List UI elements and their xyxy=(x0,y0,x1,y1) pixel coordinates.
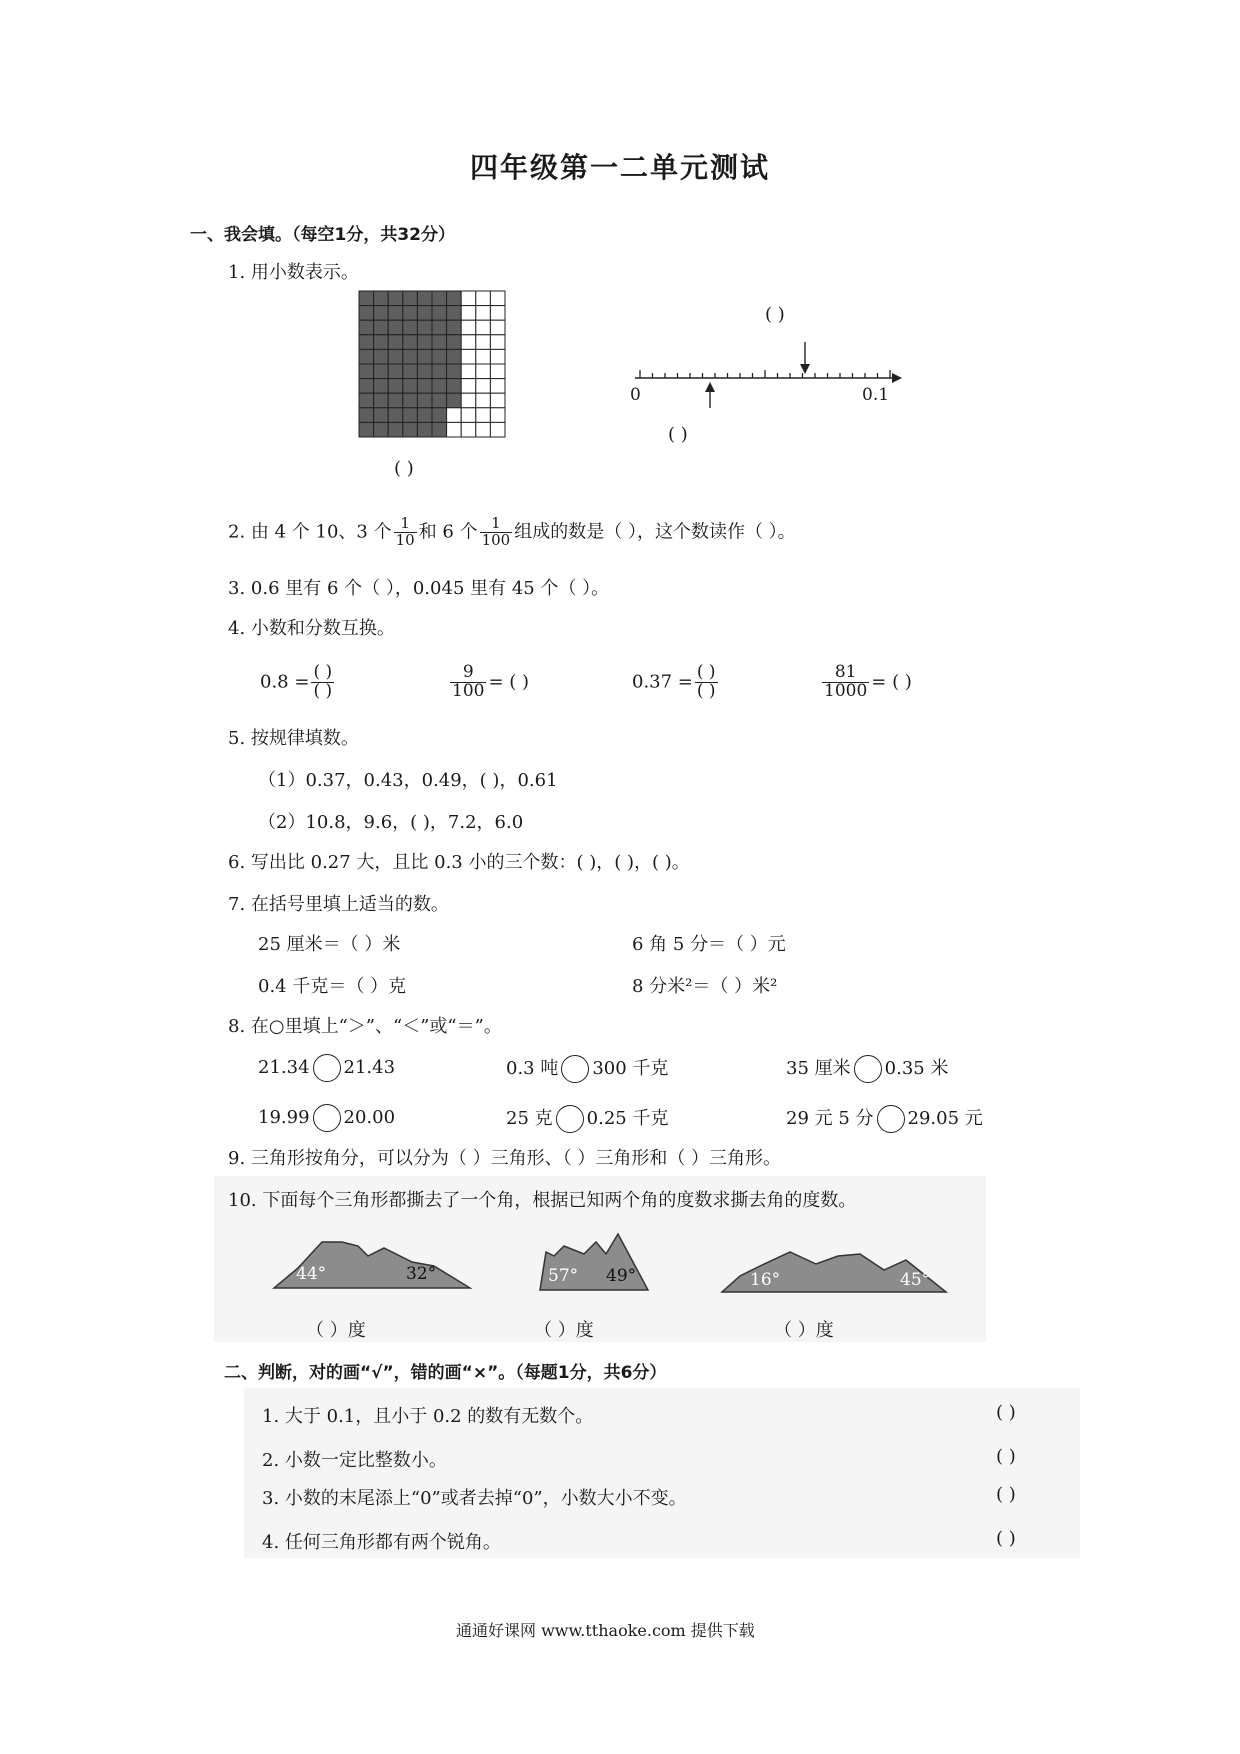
grid-cell xyxy=(432,349,447,364)
compare-right: 0.25 千克 xyxy=(586,1108,669,1129)
judge-item: 2. 小数一定比整数小。 xyxy=(262,1450,447,1471)
grid-cell xyxy=(490,320,505,335)
judge-answer-paren[interactable]: ( ) xyxy=(996,1484,1016,1505)
grid-cell xyxy=(403,335,418,350)
grid-cell xyxy=(461,349,476,364)
grid-cell xyxy=(447,320,462,335)
grid-cell xyxy=(490,291,505,306)
t2-answer[interactable]: （ ）度 xyxy=(534,1320,594,1341)
grid-cell xyxy=(447,408,462,423)
grid-cell xyxy=(476,422,491,437)
compare-right: 21.43 xyxy=(343,1057,396,1078)
grid-cell xyxy=(432,393,447,408)
t1-right-angle: 32° xyxy=(406,1264,437,1284)
compare-left: 21.34 xyxy=(258,1057,310,1078)
grid-cell xyxy=(403,393,418,408)
q10-text: 10. 下面每个三角形都撕去了一个角，根据已知两个角的度数求撕去角的度数。 xyxy=(228,1190,857,1211)
q4-a[interactable]: 0.8 = $\frac{( )}{( )}$ xyxy=(260,662,333,701)
grid-cell xyxy=(388,335,403,350)
grid-cell xyxy=(403,349,418,364)
grid-cell xyxy=(461,320,476,335)
compare-item xyxy=(786,1054,948,1083)
down-arrow-icon xyxy=(800,364,810,374)
grid-cell xyxy=(374,291,389,306)
judge-item: 1. 大于 0.1，且小于 0.2 的数有无数个。 xyxy=(262,1406,594,1427)
grid-cell xyxy=(490,335,505,350)
compare-right: 300 千克 xyxy=(592,1058,669,1079)
grid-cell xyxy=(417,320,432,335)
section1-heading: 一、我会填。（每空1分，共32分） xyxy=(190,225,455,245)
grid-cell xyxy=(476,335,491,350)
grid-cell xyxy=(490,349,505,364)
grid-cell xyxy=(403,364,418,379)
grid-cell xyxy=(476,349,491,364)
grid-cell xyxy=(461,291,476,306)
compare-left: 19.99 xyxy=(258,1107,310,1128)
compare-left: 29 元 5 分 xyxy=(786,1108,874,1129)
grid-cell xyxy=(432,364,447,379)
number-line-top-answer[interactable]: ( ) xyxy=(765,304,785,325)
q9[interactable]: 9. 三角形按角分，可以分为（ ）三角形、（ ）三角形和（ ）三角形。 xyxy=(228,1148,782,1169)
compare-left: 35 厘米 xyxy=(786,1058,851,1079)
judge-item: 4. 任何三角形都有两个锐角。 xyxy=(262,1532,501,1553)
grid-cell xyxy=(403,408,418,423)
grid-cell xyxy=(432,320,447,335)
grid-cell xyxy=(359,306,374,321)
grid-cell xyxy=(461,379,476,394)
grid-cell xyxy=(417,379,432,394)
grid-cell xyxy=(374,335,389,350)
judge-item: 3. 小数的末尾添上“0”或者去掉“0”，小数大小不变。 xyxy=(262,1488,687,1509)
grid-cell xyxy=(388,349,403,364)
grid-cell xyxy=(374,364,389,379)
q8-text: 8. 在○里填上“＞”、“＜”或“＝”。 xyxy=(228,1016,502,1037)
grid-cell xyxy=(417,349,432,364)
q7-a[interactable]: 25 厘米＝（ ）米 xyxy=(258,934,401,955)
grid-cell xyxy=(388,306,403,321)
grid-cell xyxy=(388,320,403,335)
grid-cell xyxy=(461,422,476,437)
grid-cell xyxy=(374,320,389,335)
grid-cell xyxy=(447,379,462,394)
grid-cell xyxy=(490,306,505,321)
judge-answer-paren[interactable]: ( ) xyxy=(996,1402,1016,1423)
grid-cell xyxy=(476,408,491,423)
grid-cell xyxy=(359,320,374,335)
q6[interactable]: 6. 写出比 0.27 大，且比 0.3 小的三个数：( )，( )，( )。 xyxy=(228,852,690,873)
grid-cell xyxy=(388,422,403,437)
grid-cell xyxy=(417,291,432,306)
grid-cell xyxy=(461,306,476,321)
t2-left-angle: 57° xyxy=(548,1266,579,1286)
grid-cell xyxy=(447,291,462,306)
grid-cell xyxy=(476,291,491,306)
grid-cell xyxy=(359,364,374,379)
grid-cell xyxy=(374,379,389,394)
grid-cell xyxy=(417,393,432,408)
grid-cell xyxy=(403,422,418,437)
page-title: 四年级第一二单元测试 xyxy=(470,151,771,184)
grid-cell xyxy=(359,422,374,437)
grid-cell xyxy=(447,422,462,437)
grid-cell xyxy=(461,364,476,379)
compare-circle[interactable] xyxy=(556,1105,584,1133)
grid-cell xyxy=(490,379,505,394)
compare-circle[interactable] xyxy=(313,1104,341,1132)
q4-b[interactable]: $\frac{9}{100}$ = ( ) xyxy=(452,662,530,701)
grid-cell xyxy=(461,335,476,350)
grid-cell xyxy=(447,306,462,321)
q5-text: 5. 按规律填数。 xyxy=(228,728,359,749)
grid-cell xyxy=(476,306,491,321)
number-line-bottom-answer[interactable]: ( ) xyxy=(668,424,688,445)
compare-circle[interactable] xyxy=(877,1105,905,1133)
grid-cell xyxy=(432,291,447,306)
t3-answer[interactable]: （ ）度 xyxy=(774,1320,834,1341)
compare-circle[interactable] xyxy=(854,1055,882,1083)
q1-grid-answer[interactable]: ( ) xyxy=(394,458,414,479)
grid-cell xyxy=(490,364,505,379)
grid-cell xyxy=(476,393,491,408)
grid-cell xyxy=(476,364,491,379)
compare-item xyxy=(506,1104,668,1133)
grid-cell xyxy=(403,320,418,335)
grid-cell xyxy=(388,379,403,394)
grid-cell xyxy=(374,393,389,408)
compare-item xyxy=(258,1054,395,1082)
grid-cell xyxy=(388,364,403,379)
grid-cell xyxy=(490,408,505,423)
q2-pre: 2. 由 4 个 10、3 个 xyxy=(228,521,392,543)
number-line-zero: 0 xyxy=(630,385,641,405)
t3-left-angle: 16° xyxy=(750,1270,781,1290)
q2 xyxy=(228,516,796,549)
grid-cell xyxy=(432,335,447,350)
q4-c[interactable]: 0.37 = $\frac{( )}{( )}$ xyxy=(632,662,716,701)
grid-cell xyxy=(476,379,491,394)
grid-cell xyxy=(359,291,374,306)
q2-mid: 和 6 个 xyxy=(418,521,478,543)
footer: 通通好课网 www.tthaoke.com 提供下载 xyxy=(456,1621,755,1640)
compare-item xyxy=(506,1054,668,1083)
grid-cell xyxy=(417,335,432,350)
grid-cell xyxy=(417,408,432,423)
grid-cell xyxy=(490,393,505,408)
q7-c[interactable]: 0.4 千克＝（ ）克 xyxy=(258,976,407,997)
section2-heading: 二、判断，对的画“√”，错的画“×”。（每题1分，共6分） xyxy=(224,1363,667,1383)
q7-d[interactable]: 8 分米²＝（ ）米² xyxy=(632,976,778,997)
grid-cell xyxy=(417,306,432,321)
grid-cell xyxy=(403,306,418,321)
grid-cell xyxy=(403,379,418,394)
t2-right-angle: 49° xyxy=(606,1266,637,1286)
fraction-one-tenth: $\frac{1}{10}$ xyxy=(395,514,415,549)
compare-right: 0.35 米 xyxy=(884,1058,949,1079)
grid-cell xyxy=(374,408,389,423)
grid-cell xyxy=(432,422,447,437)
grid-cell xyxy=(388,393,403,408)
compare-circle[interactable] xyxy=(561,1055,589,1083)
q4-d[interactable]: $\frac{81}{1000}$ = ( ) xyxy=(824,662,912,701)
decimal-grid xyxy=(358,290,506,438)
grid-cell xyxy=(359,335,374,350)
compare-left: 25 克 xyxy=(506,1108,553,1129)
grid-cell xyxy=(447,335,462,350)
judge-answer-paren[interactable]: ( ) xyxy=(996,1528,1016,1549)
t1-answer[interactable]: （ ）度 xyxy=(306,1320,366,1341)
grid-cell xyxy=(447,364,462,379)
grid-cell xyxy=(417,364,432,379)
fraction-one-hundredth: $\frac{1}{100}$ xyxy=(481,514,511,549)
q2-post[interactable]: 组成的数是（ ），这个数读作（ ）。 xyxy=(514,521,796,543)
compare-left: 0.3 吨 xyxy=(506,1058,559,1079)
grid-cell xyxy=(447,349,462,364)
grid-cell xyxy=(374,422,389,437)
grid-cell xyxy=(388,408,403,423)
grid-cell xyxy=(417,422,432,437)
grid-cell xyxy=(359,408,374,423)
grid-cell xyxy=(359,379,374,394)
compare-circle[interactable] xyxy=(313,1054,341,1082)
q5-a[interactable]: （1）0.37，0.43，0.49，( )，0.61 xyxy=(258,770,558,791)
grid-cell xyxy=(374,306,389,321)
grid-cell xyxy=(447,393,462,408)
grid-cell xyxy=(432,408,447,423)
up-arrow-icon xyxy=(705,382,715,392)
q5-b[interactable]: （2）10.8，9.6，( )，7.2，6.0 xyxy=(258,812,524,833)
q1-text: 1. 用小数表示。 xyxy=(228,262,359,283)
grid-cell xyxy=(476,320,491,335)
number-line-end: 0.1 xyxy=(862,385,890,405)
grid-cell xyxy=(359,393,374,408)
q3[interactable]: 3. 0.6 里有 6 个（ ），0.045 里有 45 个（ ）。 xyxy=(228,578,610,599)
t3-right-angle: 45° xyxy=(900,1270,931,1290)
q4-text: 4. 小数和分数互换。 xyxy=(228,618,395,639)
q7-b[interactable]: 6 角 5 分＝（ ）元 xyxy=(632,934,786,955)
grid-cell xyxy=(490,422,505,437)
q7-text: 7. 在括号里填上适当的数。 xyxy=(228,894,449,915)
compare-item xyxy=(786,1104,983,1133)
grid-cell xyxy=(461,393,476,408)
judge-answer-paren[interactable]: ( ) xyxy=(996,1446,1016,1467)
compare-right: 20.00 xyxy=(343,1107,396,1128)
compare-right: 29.05 元 xyxy=(907,1108,983,1129)
grid-cell xyxy=(403,291,418,306)
grid-cell xyxy=(461,408,476,423)
grid-cell xyxy=(374,349,389,364)
grid-cell xyxy=(388,291,403,306)
t1-left-angle: 44° xyxy=(296,1264,327,1284)
grid-cell xyxy=(432,379,447,394)
grid-cell xyxy=(359,349,374,364)
compare-item xyxy=(258,1104,395,1132)
grid-cell xyxy=(432,306,447,321)
